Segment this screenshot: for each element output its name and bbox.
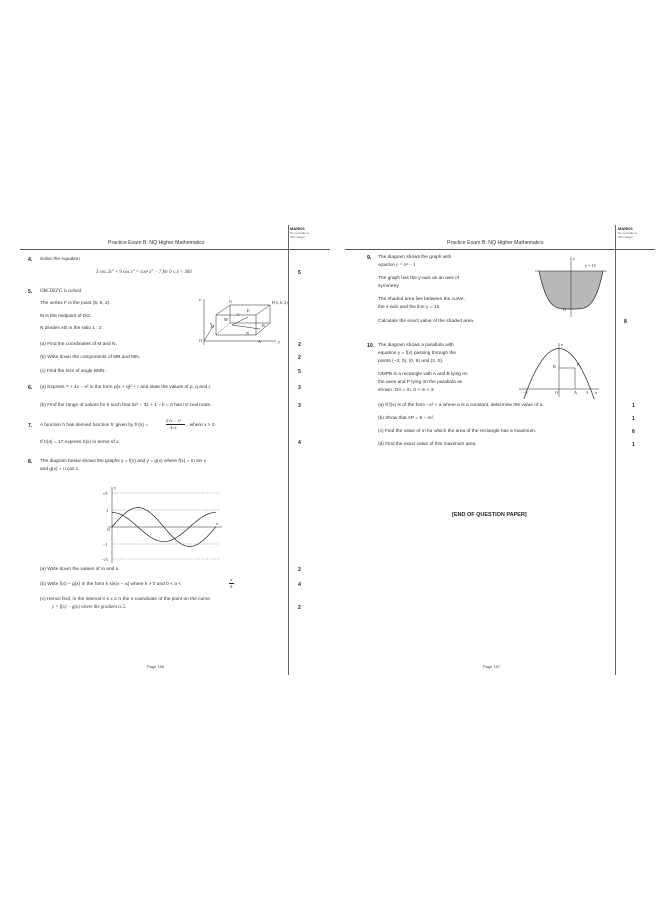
question-text: Calculate the exact value of the shaded area. [378, 319, 475, 324]
question-number: 4. [28, 257, 33, 263]
page-footer: Page 157 [483, 664, 501, 669]
question-text: N divides AB in the ratio 1 : 2. [40, 326, 103, 331]
question-text: The vertex F is the point (5, 6, 2). [40, 301, 111, 306]
marks-margin-line [288, 225, 289, 675]
question-text: the x-axis and the line y = 15. [378, 305, 441, 310]
question-text: The shaded area lies between the curve, [378, 297, 465, 302]
marks-value: 1 [632, 442, 635, 448]
header-rule [345, 249, 655, 250]
label-3: 3 [586, 390, 589, 395]
fraction-numerator: π [230, 577, 233, 582]
question-part: (a) If f(x) is of the form −x² + a where a is a constant, determine the value of a. [378, 403, 544, 408]
label-y: y [278, 339, 281, 344]
marks-value: 2 [298, 605, 301, 611]
question-text: OMPB is a rectangle with A and B lying on [378, 372, 468, 377]
label-a: A [258, 339, 262, 344]
cuboid-back-face [230, 305, 270, 323]
origin-label: O [563, 307, 567, 312]
question-part: (c) Find the value of m for which the area of the rectangle has a maximum. [378, 429, 537, 434]
page-header: Practice Exam B: NQ Higher Mathematics [108, 240, 205, 246]
y-axis-label: y [561, 342, 564, 347]
marks-value: 4 [298, 440, 301, 446]
label-b: B [553, 364, 556, 369]
cuboid-edge [256, 305, 270, 315]
mn-segment [232, 317, 248, 325]
marks-value: 2 [298, 567, 301, 573]
parabola-graph [517, 341, 601, 399]
trig-graph [98, 485, 223, 563]
shaded-area-graph [533, 255, 609, 319]
marks-value: 3 [298, 385, 301, 391]
cuboid-edge [216, 305, 230, 315]
question-number: 5. [28, 289, 33, 295]
cuboid-front-face [216, 315, 256, 335]
question-number: 6. [28, 385, 33, 391]
label-z: z [199, 297, 201, 302]
question-text: the axes and P lying on the parabola as [378, 380, 463, 385]
cuboid-diagram [198, 295, 288, 347]
question-text: A function h has derived function h′ given by h′(x) = [40, 423, 149, 428]
question-text: The graph has the y-axis as an axis of [378, 276, 460, 281]
label-o: O [199, 338, 203, 343]
left-page [20, 225, 330, 680]
tick-label: √3 [103, 491, 108, 496]
question-text: . [235, 582, 237, 587]
label-c: C [237, 312, 240, 317]
label-p: P [577, 362, 580, 367]
equation: 3 cos 2x° + 9 cos x° = cos² x° − 7 for 0 ≤ x < 360 [96, 270, 192, 275]
marks-margin-line [615, 225, 616, 675]
question-text: , where x > 0. [187, 423, 216, 428]
question-text: and g(x) = n cos x. [40, 467, 80, 472]
marks-value: 6 [632, 429, 635, 435]
label-f: F(5, 6, 2) [272, 300, 288, 305]
label-b: B [262, 323, 265, 328]
page-header: Practice Exam B: NQ Higher Mathematics [447, 240, 544, 246]
marks-value: 2 [298, 342, 301, 348]
marks-value: 3 [298, 403, 301, 409]
label-neg3: −3 [523, 390, 528, 395]
origin-label: O [107, 527, 111, 532]
right-page [345, 225, 655, 680]
marks-value: 1 [632, 403, 635, 409]
marks-subtitle: Do not write in this margin [618, 231, 638, 239]
label-m: M [224, 317, 228, 322]
x-axis-label: x [595, 390, 598, 395]
marks-value: 2 [298, 355, 301, 361]
x-axis-label: x [216, 521, 219, 526]
question-number: 7. [28, 423, 33, 429]
tick-label: −√3 [101, 557, 108, 562]
fraction-denominator: 4√x [170, 425, 177, 430]
marks-value: 8 [624, 319, 627, 325]
label-a: A [574, 390, 578, 395]
line-label: y = 15 [585, 263, 596, 268]
marks-value: 1 [632, 416, 635, 422]
rectangle-ompb [559, 368, 575, 389]
marks-value: 5 [298, 270, 301, 276]
question-text: Solve the equation [40, 257, 80, 262]
label-o: O [555, 390, 559, 395]
marks-subtitle: Do not write in this margin [290, 231, 310, 239]
marks-value: 4 [298, 582, 301, 588]
question-text: OBCDEFG is cuboid. [40, 289, 83, 294]
question-text: equation y = f(x) passing through the [378, 351, 456, 356]
fraction-numerator: 2√x − x² [166, 418, 181, 423]
question-part: (d) Find the exact value of this maximum area. [378, 442, 477, 447]
label-d: D [211, 324, 215, 329]
label-e: E [247, 308, 250, 313]
y-axis-label: y [573, 256, 576, 261]
marks-value: 5 [298, 369, 301, 375]
y-axis-label: y [114, 485, 117, 490]
question-text: The diagram below shows the graphs y = f(x) and y = g(x) where f(x) = m sin x [40, 459, 206, 464]
marks-title: MARKS [618, 226, 633, 231]
question-text: The diagram shows the graph with [378, 255, 452, 260]
question-text: points (−3, 0), (0, 9) and (3, 0). [378, 359, 444, 364]
question-part: (a) Find the coordinates of M and N. [40, 342, 117, 347]
question-text: equation y = x⁴ − 1 [378, 263, 416, 268]
question-part: (b) Write f(x) − g(x) in the form k sin(x − a) where k > 0 and 0 < a < [40, 582, 182, 587]
question-number: 9. [367, 255, 372, 261]
question-text: y = f(x) − g(x) where the gradient is 2. [52, 605, 127, 610]
question-part: (c) Find the size of angle BMN. [40, 369, 106, 374]
question-part: (a) Write down the values of m and n. [40, 567, 120, 572]
question-part: (b) Find the range of values for k such that 2x² − 3x + 1 − k = 0 has no real roots. [40, 403, 212, 408]
question-number: 10. [367, 343, 375, 349]
end-of-paper: [END OF QUESTION PAPER] [452, 512, 527, 518]
question-part: (b) Write down the components of MB and MN. [40, 355, 140, 360]
marks-title: MARKS [290, 226, 305, 231]
question-text: M is the midpoint of DG. [40, 314, 92, 319]
header-rule [20, 249, 330, 250]
page-footer: Page 156 [147, 664, 165, 669]
question-text: shown. OA = m, 0 < m < 3 [378, 388, 434, 393]
tick-label: 1 [106, 508, 109, 513]
label-x: x [210, 321, 213, 326]
fraction-denominator: 2 [230, 584, 233, 589]
cuboid-hidden-edge [216, 323, 230, 335]
question-part: (b) Show that AP = 9 − m². [378, 416, 435, 421]
question-text: The diagram shows a parabola with [378, 343, 454, 348]
question-part: (c) Hence find, in the interval 0 ≤ x ≤ π the x-coordinate of the point on the curve [40, 597, 210, 602]
question-part: (a) Express 7 + 4x − x² in the form p(x + q)² + r and state the values of p, q and r. [40, 385, 212, 390]
question-text: symmetry. [378, 284, 400, 289]
question-text: If h(4) = 17 express h(x) in terms of x. [40, 440, 120, 445]
label-n: N [246, 331, 250, 336]
question-number: 8. [28, 459, 33, 465]
label-g: G [229, 299, 233, 304]
tick-label: −1 [103, 542, 108, 547]
